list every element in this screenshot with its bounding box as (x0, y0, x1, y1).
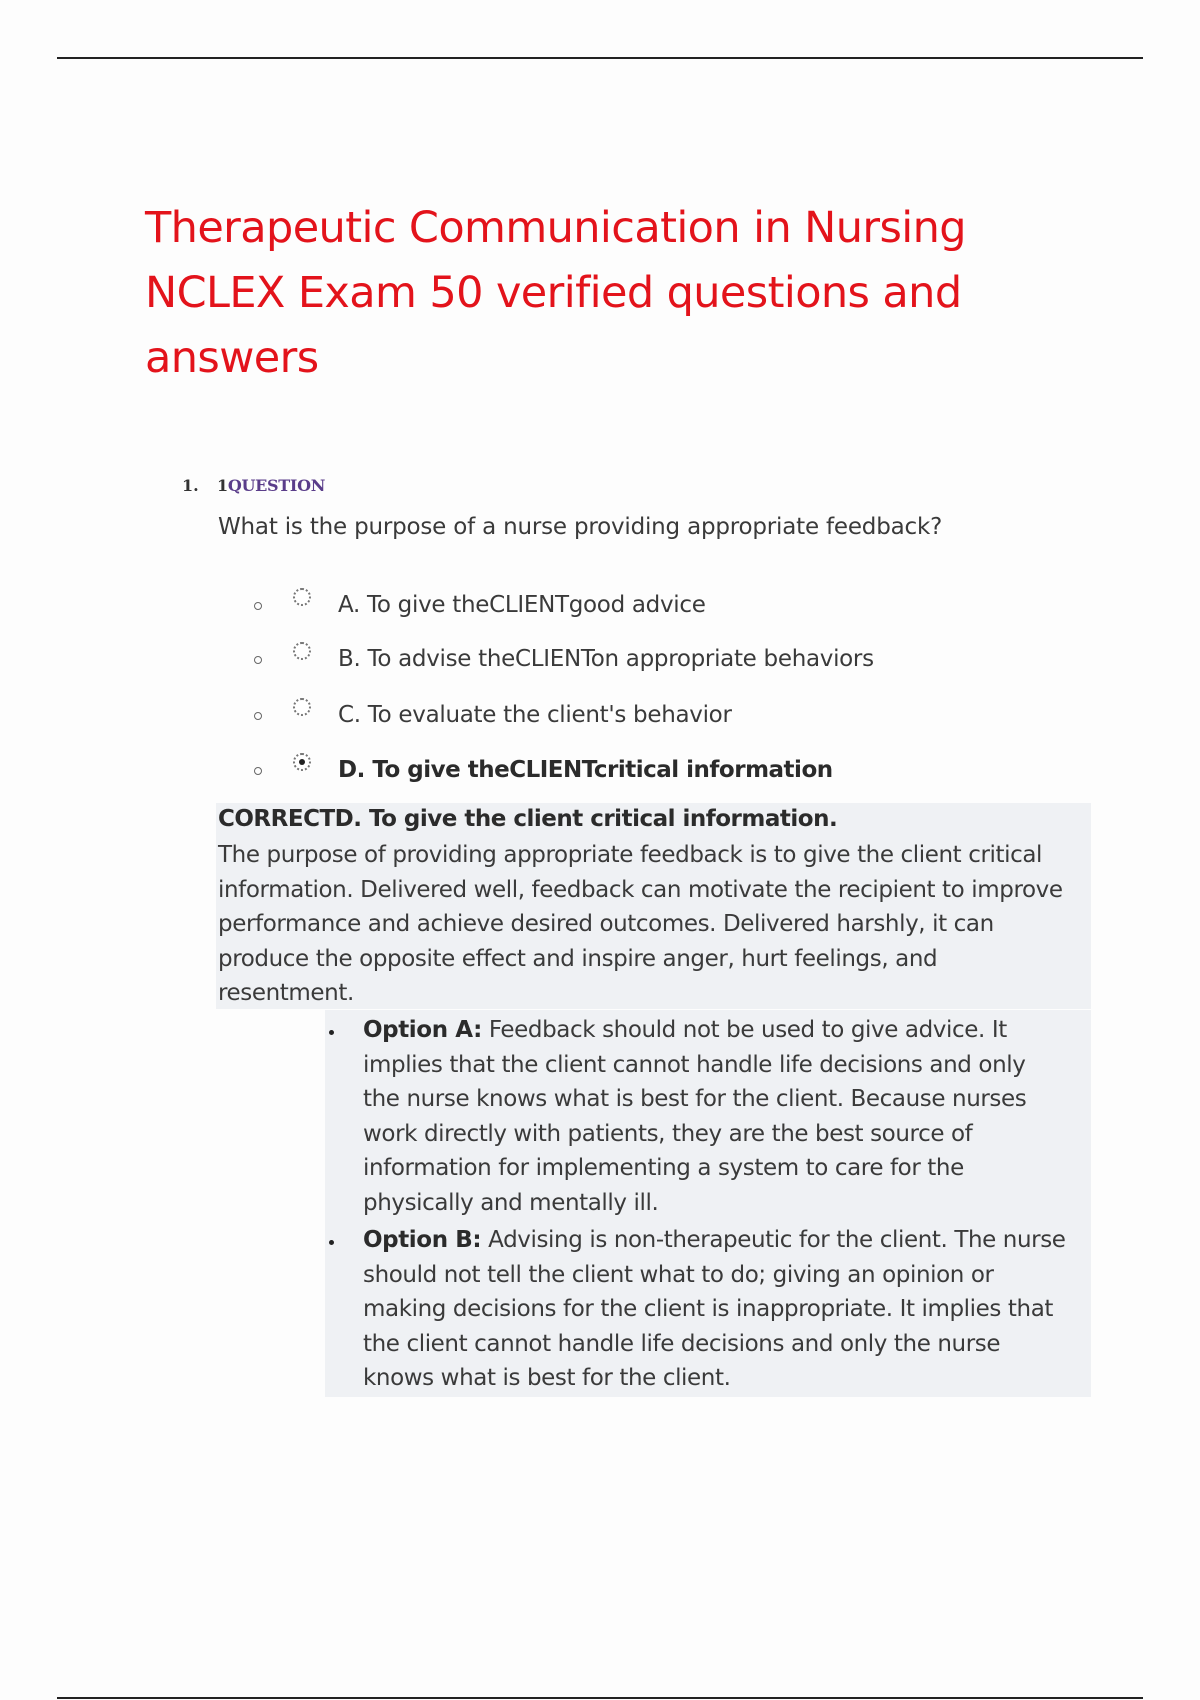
rationale-line: Advising is non-therapeutic for the client. The nurse (488, 1227, 1066, 1253)
document-title (145, 196, 1045, 391)
bottom-rule (57, 1697, 1143, 1699)
radio-button-c[interactable] (293, 698, 311, 716)
top-rule (57, 57, 1143, 59)
rationale-line: the client cannot handle life decisions and only the nurse (363, 1330, 1001, 1357)
option-d-label: D. To give theCLIENTcritical information (338, 757, 833, 783)
bullet-icon (329, 1030, 334, 1035)
option-a-label: A. To give theCLIENTgood advice (338, 592, 706, 618)
title-line: answers (145, 333, 319, 383)
question-text: What is the purpose of a nurse providing appropriate feedback? (218, 514, 943, 540)
rationale-line: the nurse knows what is best for the client. Because nurses (363, 1086, 1027, 1112)
option-b[interactable] (0, 638, 1000, 678)
rationale-label: Option B: (363, 1227, 482, 1253)
rationale-first-line (363, 1223, 1093, 1258)
list-bullet-icon (254, 602, 262, 610)
answer-explanation (218, 838, 1088, 1011)
question-label (217, 476, 325, 495)
title-line: NCLEX Exam 50 verified questions and (145, 268, 962, 318)
option-b-label: B. To advise theCLIENTon appropriate behaviors (338, 646, 874, 672)
question-label-text: QUESTION (227, 476, 326, 495)
explanation-line: The purpose of providing appropriate feedback is to give the client critical (218, 842, 1043, 868)
question-list-number: 1. (182, 476, 199, 495)
radio-button-a[interactable] (293, 588, 311, 606)
explanation-line: resentment. (218, 980, 354, 1006)
option-d[interactable] (0, 749, 1000, 789)
rationale-line: should not tell the client what to do; giving an opinion or (363, 1261, 994, 1288)
bullet-icon (329, 1240, 334, 1245)
radio-button-d-selected[interactable] (293, 753, 311, 771)
option-c[interactable] (0, 694, 1000, 734)
explanation-line: produce the opposite effect and inspire anger, hurt feelings, and (218, 945, 938, 972)
title-line: Therapeutic Communication in Nursing (145, 203, 966, 253)
list-bullet-icon (254, 712, 262, 720)
rationale-line: knows what is best for the client. (363, 1365, 731, 1391)
option-a[interactable] (0, 584, 1000, 624)
rationale-line: work directly with patients, they are the best source of (363, 1120, 973, 1147)
rationale-text (363, 1013, 1093, 1220)
rationale-line: physically and mentally ill. (363, 1189, 659, 1216)
rationale-label: Option A: (363, 1017, 482, 1043)
correct-answer-heading: CORRECTD. To give the client critical information. (218, 806, 838, 832)
rationale-line: Feedback should not be used to give advice. It (488, 1017, 1007, 1043)
rationale-line: information for implementing a system to care for the (363, 1155, 964, 1181)
radio-button-b[interactable] (293, 642, 311, 660)
question-number: 1 (217, 476, 228, 495)
explanation-line: information. Delivered well, feedback can motivate the recipient to improve (218, 876, 1063, 903)
rationale-line: making decisions for the client is inappropriate. It implies that (363, 1296, 1054, 1322)
option-c-label: C. To evaluate the client's behavior (338, 702, 732, 728)
list-bullet-icon (254, 767, 262, 775)
rationale-line: implies that the client cannot handle life decisions and only (363, 1051, 1026, 1078)
explanation-line: performance and achieve desired outcomes. Delivered harshly, it can (218, 911, 994, 937)
rationale-text (363, 1223, 1093, 1396)
rationale-first-line (363, 1013, 1093, 1048)
list-bullet-icon (254, 656, 262, 664)
